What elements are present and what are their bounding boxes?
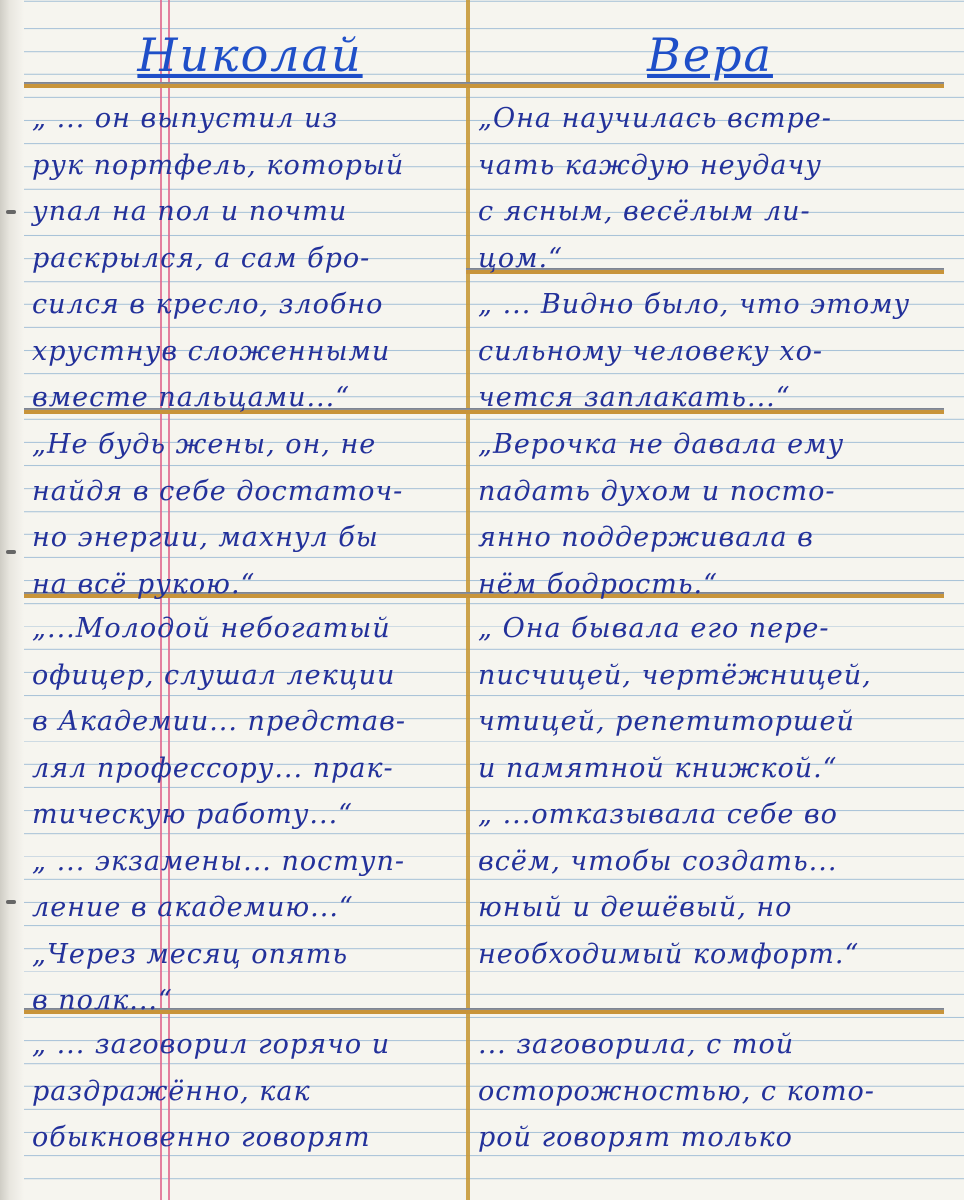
text-line: „ ... заговорил горячо и [32,1029,391,1060]
column-header-left: Николай [137,28,363,82]
text-line: чтицей, репетиторшей [478,706,855,737]
text-line: осторожностью, с кото- [478,1075,875,1107]
row2-left-quote [32,422,403,608]
text-line: „ ... Видно было, что этому [478,289,911,320]
row3-right-quote [478,606,872,978]
text-line: сился в кресло, злобно [32,289,384,320]
text-line: упал на пол и почти [32,196,348,227]
text-line: рой говорят только [478,1122,793,1153]
row1-left-quote [32,96,404,422]
row4-left-quote [32,1022,390,1162]
row3-left-quote [32,606,406,1025]
table-line-header [24,82,944,88]
text-line: лял профессору... прак- [32,752,394,784]
text-line: ... заговорила, с той [478,1029,795,1060]
row2-right-quote [478,422,844,608]
text-line: тическую работу...“ [32,799,353,830]
text-line: „ Она бывала его пере- [478,613,830,644]
text-line: ление в академию...“ [32,892,354,923]
text-line: „Верочка не давала ему [478,429,845,460]
text-line: падать духом и посто- [478,475,836,507]
row1-right-quote-a [478,96,832,282]
column-header-right: Вера [647,28,773,82]
text-line: „...Молодой небогатый [32,613,391,644]
text-line: янно поддерживала в [478,522,814,553]
binding-ring [6,210,16,214]
text-line: рук портфель, который [32,149,405,181]
text-line: вместе пальцами...“ [32,382,351,413]
text-line: с ясным, весёлым ли- [478,196,811,227]
text-line: юный и дешёвый, но [478,892,793,923]
text-line: „ ... он выпустил из [32,103,339,134]
text-line: чется заплакать...“ [478,382,791,413]
text-line: обыкновенно говорят [32,1122,371,1153]
text-line: „Она научилась встре- [478,103,832,134]
text-line: на всё рукою.“ [32,568,256,600]
column-divider [466,0,470,1200]
text-line: в полк...“ [32,985,173,1016]
text-line: „ ...отказывала себе во [478,799,838,830]
text-line: „Не будь жены, он, не [32,429,377,460]
row4-right-quote [478,1022,875,1162]
text-line: цом.“ [478,242,563,274]
binding-ring [6,900,16,904]
text-line: раскрылся, а сам бро- [32,242,371,274]
text-line: нём бодрость.“ [478,568,718,600]
text-line: „ ... экзамены... поступ- [32,845,405,877]
text-line: найдя в себе достаточ- [32,475,404,507]
text-line: писчицей, чертёжницей, [478,659,872,691]
text-line: раздражённо, как [32,1075,311,1107]
notebook-binding [0,0,24,1200]
binding-ring [6,550,16,554]
text-line: но энергии, махнул бы [32,522,379,553]
text-line: хрустнув сложенными [32,335,391,367]
text-line: сильному человеку хо- [478,335,823,367]
text-line: и памятной книжкой.“ [478,752,838,784]
text-line: чать каждую неудачу [478,149,822,181]
text-line: необходимый комфорт.“ [478,938,860,970]
text-line: всём, чтобы создать... [478,845,838,877]
row1-right-quote-b [478,282,910,422]
text-line: офицер, слушал лекции [32,659,396,691]
text-line: „Через месяц опять [32,938,349,970]
text-line: в Академии... представ- [32,706,406,737]
